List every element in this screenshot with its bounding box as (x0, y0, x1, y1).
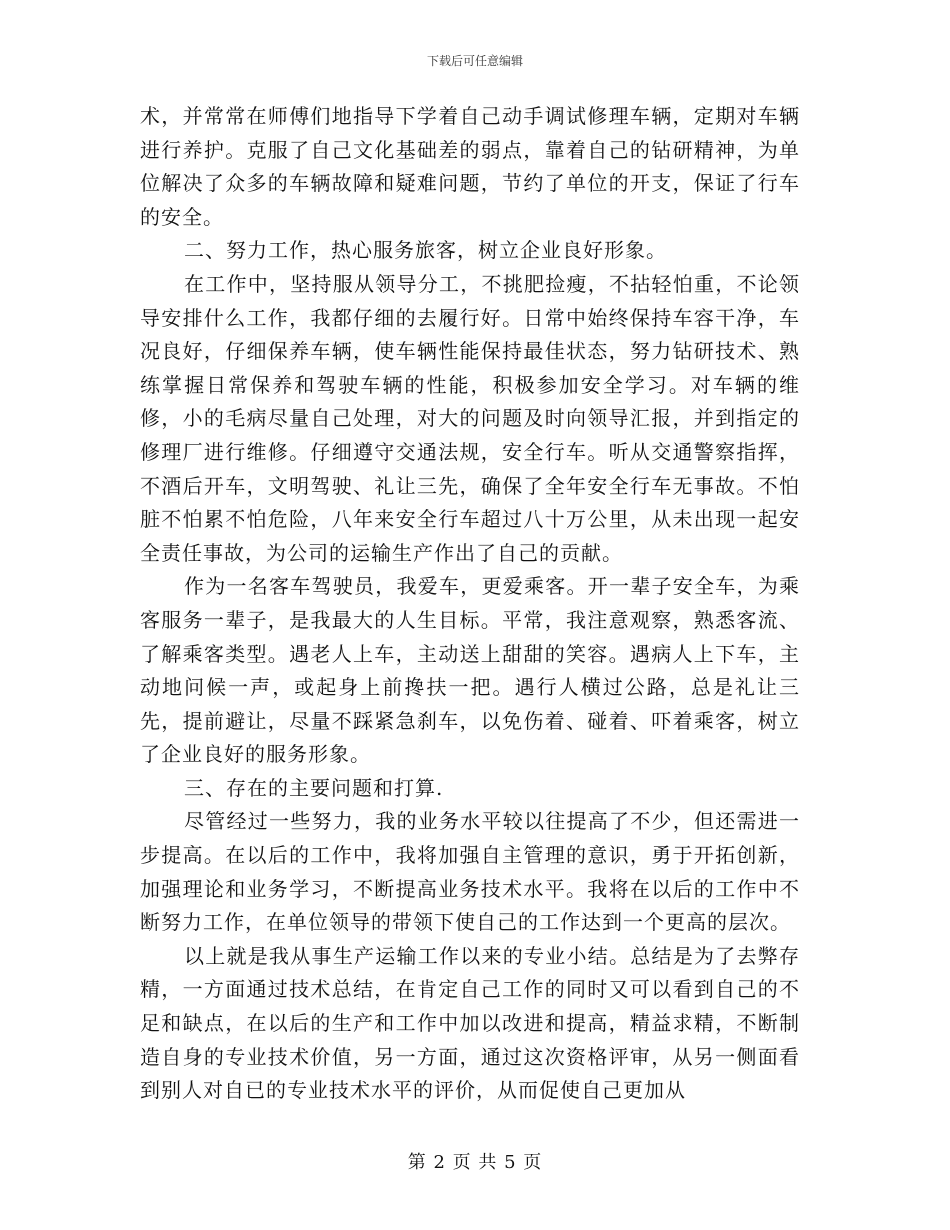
page-number: 第 2 页 共 5 页 (407, 1152, 543, 1173)
page-header: 下载后可任意编辑 (426, 54, 523, 68)
document-body (140, 100, 800, 1108)
section-heading-2: 二、努力工作，热心服务旅客，树立企业良好形象。 (184, 238, 667, 263)
paragraph: 作为一名客车驾驶员，我爱车，更爱乘客。开一辈子安全车，为乘客服务一辈子，是我最大的人生目标。平常，我注意观察，熟悉客流、了解乘客类型。遇老人上车，主动送上甜甜的笑容。遇病人上下车，主动地问候一声，或起身上前搀扶一把。遇行人横过公路，总是礼让三先，提前避让，尽量不踩紧急刹车，以免伤着、碰着、吓着乘客，树立了企业良好的服务形象。 (140, 574, 800, 767)
section-heading-3: 三、存在的主要问题和打算. (184, 775, 444, 800)
paragraph: 在工作中，坚持服从领导分工，不挑肥捡瘦，不拈轻怕重，不论领导安排什么工作，我都仔细的去履行好。日常中始终保持车容干净，车况良好，仔细保养车辆，使车辆性能保持最佳状态，努力钻研技术、熟练掌握日常保养和驾驶车辆的性能，积极参加安全学习。对车辆的维修，小的毛病尽量自己处理，对大的问题及时向领导汇报，并到指定的修理厂进行维修。仔细遵守交通法规，安全行车。听从交通警察指挥，不酒后开车，文明驾驶、礼让三先，确保了全年安全行车无事故。不怕脏不怕累不怕危险，八年来安全行车超过八十万公里，从未出现一起安全责任事故，为公司的运输生产作出了自己的贡献。 (140, 271, 800, 565)
paragraph: 以上就是我从事生产运输工作以来的专业小结。总结是为了去弊存精，一方面通过技术总结，在肯定自己工作的同时又可以看到自己的不足和缺点，在以后的生产和工作中加以改进和提高，精益求精，不断制造自身的专业技术价值，另一方面，通过这次资格评审，从另一侧面看到别人对自已的专业技术水平的评价，从而促使自己更加从 (140, 943, 800, 1103)
paragraph-continued: 术，并常常在师傅们地指导下学着自己动手调试修理车辆，定期对车辆进行养护。克服了自己文化基础差的弱点，靠着自己的钻研精神，为单位解决了众多的车辆故障和疑难问题，节约了单位的开支，保证了行车的安全。 (140, 104, 800, 229)
paragraph: 尽管经过一些努力，我的业务水平较以往提高了不少，但还需进一步提高。在以后的工作中，我将加强自主管理的意识，勇于开拓创新，加强理论和业务学习，不断提高业务技术水平。我将在以后的工作中不断努力工作，在单位领导的带领下使自己的工作达到一个更高的层次。 (140, 809, 800, 935)
